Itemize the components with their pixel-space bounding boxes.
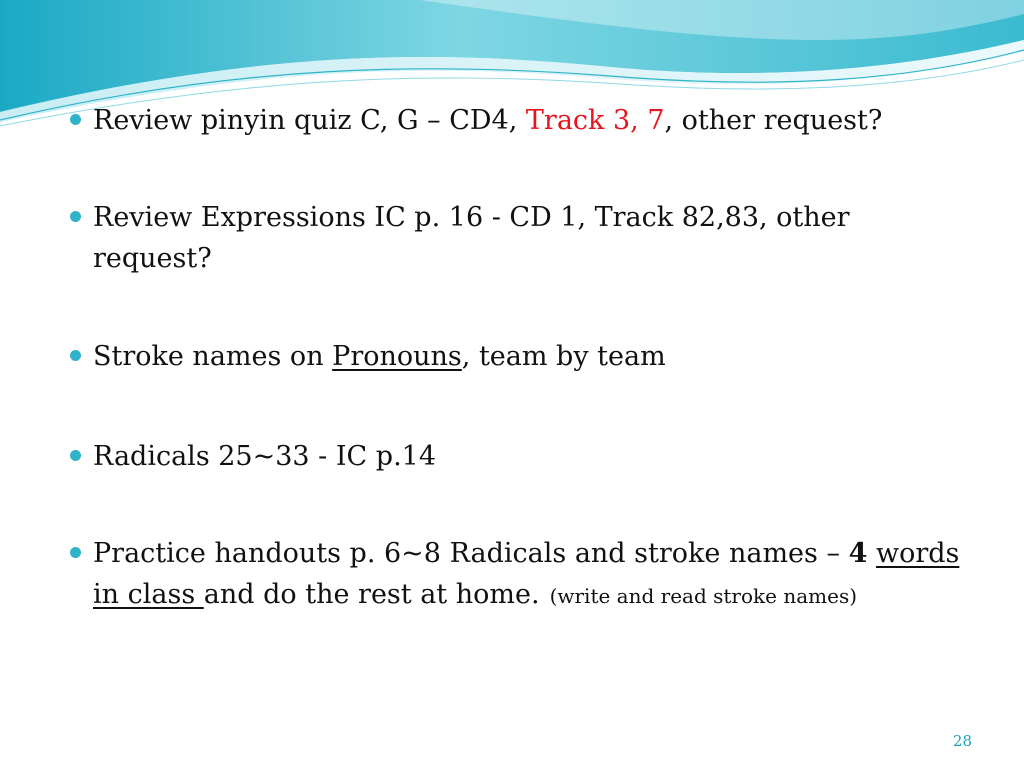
bullet-text: Practice handouts p. 6~8 Radicals and stroke names – [93,538,849,569]
bullet-text: Review Expressions IC p. 16 - CD 1, Track 82,83, other request? [93,202,850,274]
bullet-underlined-text: words in class [93,538,960,610]
bullet-bold-number: 4 [848,538,868,569]
bullet-item-pinyin-quiz [70,100,973,141]
bullet-text: Radicals 25~33 - IC p.14 [93,441,437,472]
bullet-item-radicals [70,436,973,477]
bullet-item-practice-handouts [70,533,973,615]
bullet-dot-icon [70,547,81,558]
bullet-text: Review pinyin quiz C, G – CD4, [93,105,526,136]
bullet-dot-icon [70,350,81,361]
bullet-text: , team by team [461,341,666,372]
bullet-item-expressions [70,197,973,279]
pronouns-link[interactable]: Pronouns [332,341,462,372]
page-number: 28 [952,732,972,750]
bullet-dot-icon [70,211,81,222]
bullet-note: (write and read stroke names) [549,584,858,608]
bullet-text: , other request? [664,105,883,136]
bullet-dot-icon [70,450,81,461]
bullet-highlight: Track 3, 7 [525,105,665,136]
bullet-item-stroke-names [70,336,973,377]
bullet-text: and do the rest at home. [203,579,540,610]
bullet-text: Stroke names on [93,341,333,372]
bullet-dot-icon [70,114,81,125]
